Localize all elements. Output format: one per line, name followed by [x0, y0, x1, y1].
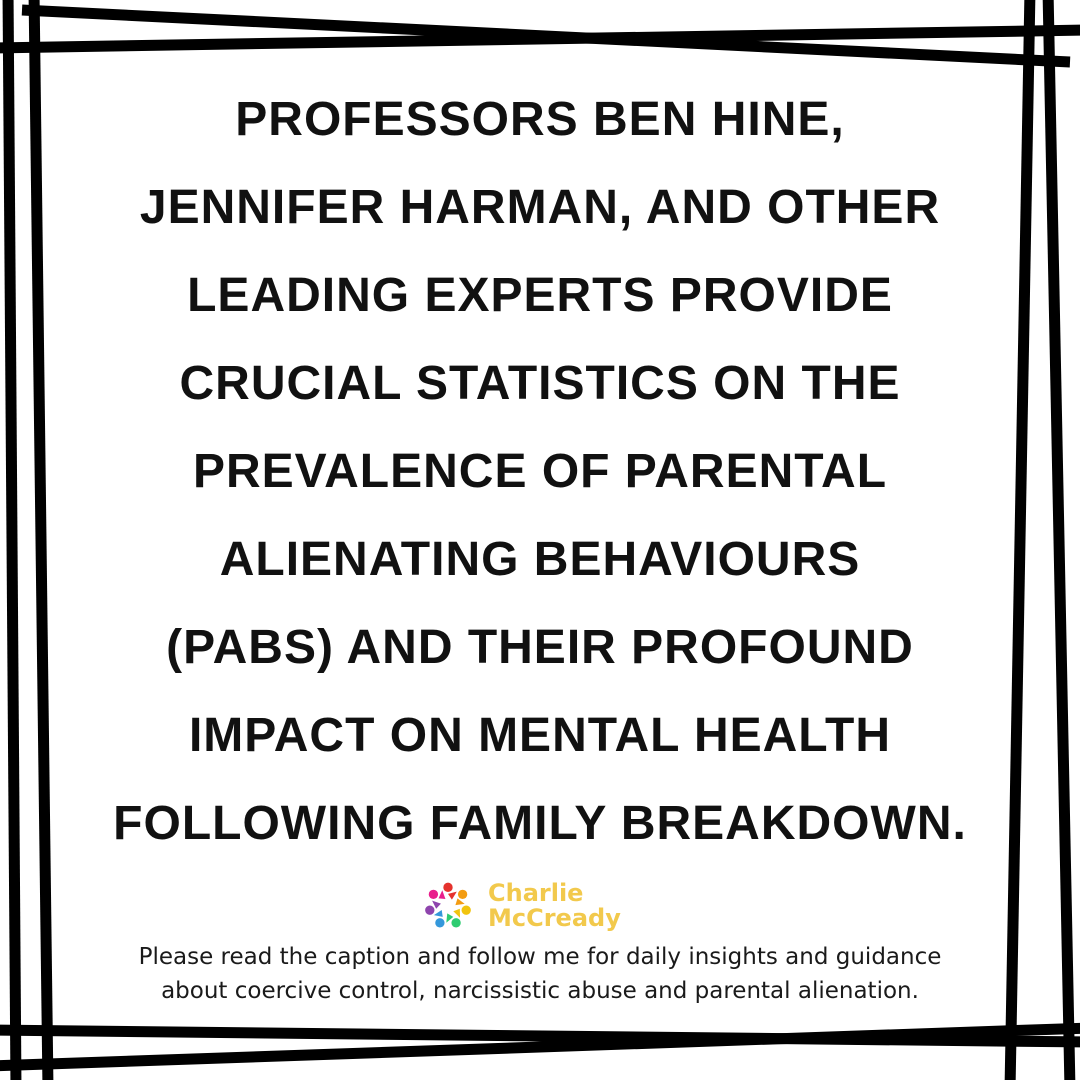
- logo-figure-body: [453, 909, 460, 918]
- brand-logo-block: [420, 878, 621, 934]
- headline: [90, 76, 990, 868]
- logo-figure-head: [435, 918, 444, 927]
- frame-line-right-outer: [1048, 0, 1070, 1080]
- frame-line-left-outer: [8, 0, 16, 1080]
- logo-figure-head: [458, 890, 467, 899]
- logo-figure-body: [439, 890, 446, 899]
- headline-line: PREVALENCE OF PARENTAL: [192, 445, 888, 498]
- logo-figure-head: [429, 890, 438, 899]
- headline-line: (PABS) AND THEIR PROFOUND: [166, 621, 914, 674]
- headline-line: JENNIFER HARMAN, AND OTHER: [139, 181, 941, 234]
- logo-figure-head: [443, 883, 452, 892]
- headline-line: PROFESSORS BEN HINE,: [235, 93, 845, 146]
- headline-line: CRUCIAL STATISTICS ON THE: [179, 357, 901, 410]
- frame-line-left-inner: [34, 0, 48, 1080]
- headline-line: FOLLOWING FAMILY BREAKDOWN.: [113, 797, 967, 850]
- frame-line-right-inner: [1010, 0, 1030, 1080]
- logo-figure-body: [448, 892, 457, 900]
- logo-figure-head: [462, 905, 471, 914]
- logo-figure-body: [455, 898, 464, 905]
- headline-line: IMPACT ON MENTAL HEALTH: [188, 709, 892, 762]
- caption-line1: Please read the caption and follow me for daily insights and guidance: [138, 944, 942, 970]
- headline-line: LEADING EXPERTS PROVIDE: [187, 269, 893, 322]
- brand-name: [488, 881, 621, 931]
- people-circle-logo-icon: [420, 878, 476, 934]
- headline-line: ALIENATING BEHAVIOURS: [219, 533, 861, 586]
- caption-line2: about coercive control, narcissistic abuse and parental alienation.: [161, 978, 919, 1004]
- logo-figure-body: [434, 910, 443, 917]
- caption-text: [40, 940, 1040, 1008]
- brand-name-line2: McCready: [488, 904, 621, 932]
- logo-figure-head: [425, 905, 434, 914]
- logo-figure-head: [451, 918, 460, 927]
- brand-name-line1: Charlie: [488, 879, 584, 907]
